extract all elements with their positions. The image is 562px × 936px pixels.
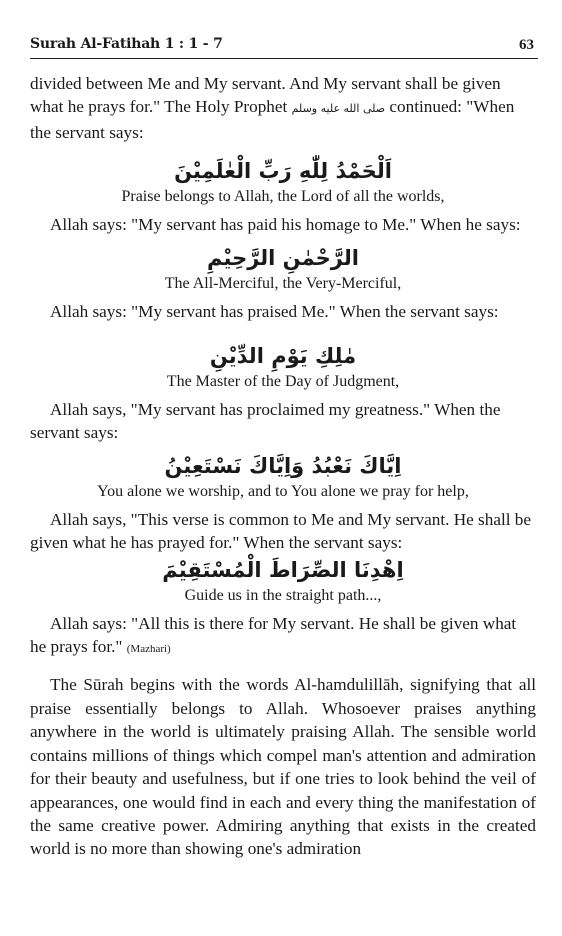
intro-paragraph (30, 72, 536, 144)
allah-reply: Allah says, "This verse is common to Me and My servant. He shall be given what he has prayed for." When the servant says: (30, 509, 532, 553)
allah-reply: Allah says, "My servant has proclaimed my greatness." When the servant says: (30, 400, 501, 443)
allah-reply (30, 612, 536, 662)
intro-text-2: continued: "When the servant says: (30, 97, 515, 142)
source-note: (Mazhari) (126, 643, 171, 656)
allah-reply: Allah says: "My servant has paid his homage to Me." When he says: (50, 215, 521, 235)
running-title: Surah Al-Fatihah 1 : 1 - 7 (30, 36, 223, 52)
allah-reply: Allah says: "My servant has praised Me." When the servant says: (50, 301, 499, 321)
salutation-arabic: صلى الله عليه وسلم (291, 102, 386, 116)
verse-translation: The All-Merciful, the Very-Merciful, (164, 274, 402, 292)
page-body (30, 72, 536, 861)
verse-arabic: الرَّحْمٰنِ الرَّحِيْمِ (207, 245, 359, 270)
verse-translation: The Master of the Day of Judgment, (166, 373, 400, 391)
verse-arabic: اِيَّاكَ نَعْبُدُ وَاِيَّاكَ نَسْتَعِيْنُ (164, 453, 402, 478)
verse-arabic: مٰلِكِ يَوْمِ الدِّيْنِ (209, 344, 357, 369)
verse-translation: You alone we worship, and to You alone we pray for help, (97, 482, 469, 500)
running-header (30, 32, 538, 59)
commentary-paragraph: The Sūrah begins with the words Al-hamdulillāh, signifying that all praise essentially belongs to Allah. Whosoever praises anything anywhere in the world is ultimately praising Allah. The sensible world contains millions of things which compel man's attention and admiration for their beauty and usefulness, but if one tries to look behind the veil of appearances, one would find in each and every thing the manifestation of the same creative power. Admiring anything that exists in the created world is no more than showing one's admiration (30, 675, 536, 859)
intro-text-1: divided between Me and My servant. And My servant shall be given what he prays for." The Holy Prophet (30, 74, 501, 117)
page-number: 63 (519, 37, 534, 53)
verse-arabic: اِهْدِنَا الصِّرَاطَ الْمُسْتَقِيْمَ (162, 557, 404, 582)
verse-translation: Praise belongs to Allah, the Lord of all the worlds, (121, 188, 445, 206)
verse-arabic: اَلْحَمْدُ لِلّٰهِ رَبِّ الْعٰلَمِيْنَ (174, 159, 392, 184)
verse-translation: Guide us in the straight path..., (184, 586, 382, 604)
allah-reply-text: Allah says: "All this is there for My servant. He shall be given what he prays for." (30, 613, 517, 657)
